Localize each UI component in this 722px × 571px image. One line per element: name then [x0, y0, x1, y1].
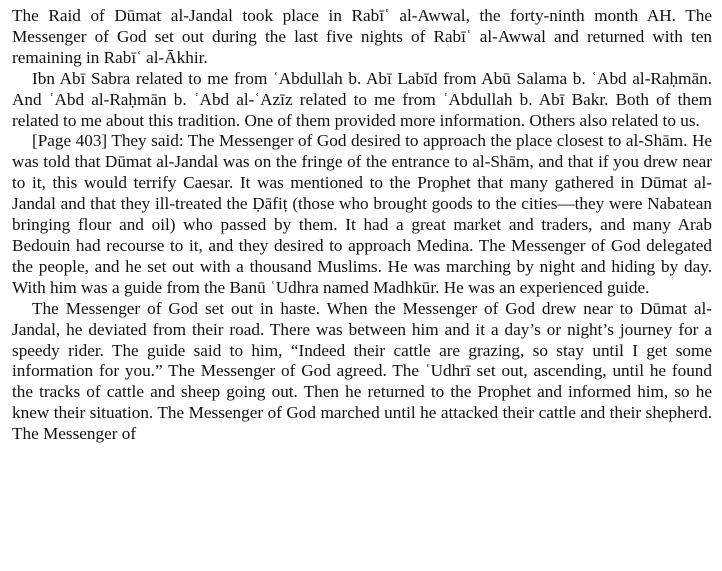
paragraph-isnad: Ibn Abī Sabra related to me from ʿAbdullah b. Abī Labīd from Abū Salama b. ʿAbd al-Raḥmān. And ʿAbd al-Raḥmān b. ʿAbd al-ʿAzīz related to me from ʿAbdullah b. Abī Bakr. Both of them related to me about this tradition. One of them provided more information. Others also related to us.	[12, 68, 712, 130]
paragraph-page-403: [Page 403] They said: The Messenger of God desired to approach the place closest to al-Shām. He was told that Dūmat al-Jandal was on the fringe of the entrance to al-Shām, and that if you drew near to it, this would terrify Caesar. It was mentioned to the Prophet that many gathered in Dūmat al-Jandal and that they ill-treated the Ḍāfiṭ (those who brought goods to the cities—they were Nabatean bringing flour and oil) who passed by them. It had a great market and traders, and many Arab Bedouin had recourse to it, and they desired to approach Medina. The Messenger of God delegated the people, and he set out with a thousand Muslims. He was marching by night and hiding by day. With him was a guide from the Banū ʿUdhra named Madhkūr. He was an experienced guide.	[12, 131, 712, 297]
paragraph-raid-date: The Raid of Dūmat al-Jandal took place in Rabīʿ al-Awwal, the forty-ninth month AH. The Messenger of God set out during the last five nights of Rabīʿ al-Awwal and returned with ten remaining in Rabīʿ al-Ākhir.	[12, 6, 712, 67]
paragraph-march: The Messenger of God set out in haste. When the Messenger of God drew near to Dūmat al-Jandal, he deviated from their road. There was between him and it a day’s or night’s journey for a speedy rider. The guide said to him, “Indeed their cattle are grazing, so stay until I get some information for you.” The Messenger of God agreed. The ʿUdhrī set out, ascending, until he found the tracks of cattle and sheep going out. Then he returned to the Prophet and informed him, so he knew their situation. The Messenger of God marched until he attacked their cattle and their shepherd. The Messenger of	[12, 298, 712, 444]
document-page	[12, 6, 712, 445]
